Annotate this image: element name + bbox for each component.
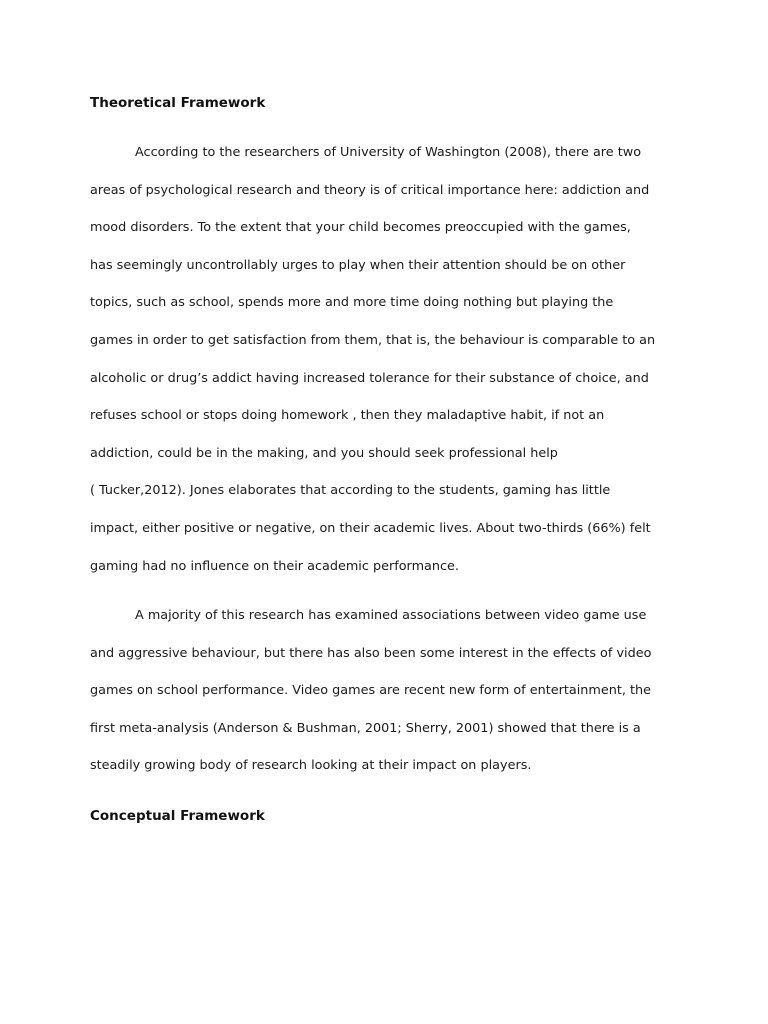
paragraph-line: games on school performance. Video games are recent new form of entertainment, the [90,683,652,699]
paragraph-line: has seemingly uncontrollably urges to play when their attention should be on other [90,257,626,273]
paragraph-theoretical-2 [90,606,690,794]
paragraph-line: refuses school or stops doing homework , then they maladaptive habit, if not an [90,408,605,424]
paragraph-line: gaming had no influence on their academic performance. [90,558,459,574]
paragraph-line: steadily growing body of research looking at their impact on players. [90,758,532,774]
paragraph-line: topics, such as school, spends more and more time doing nothing but playing the [90,295,614,311]
paragraph-line: According to the researchers of University of Washington (2008), there are two [135,145,642,160]
paragraph-line: games in order to get satisfaction from them, that is, the behaviour is comparable to an [90,332,656,348]
paragraph-line: mood disorders. To the extent that your child becomes preoccupied with the games, [90,220,631,236]
paragraph-line: ( Tucker,2012). Jones elaborates that according to the students, gaming has little [90,483,611,499]
paragraph-line: A majority of this research has examined associations between video game use [135,608,647,623]
paragraph-line: alcoholic or drug’s addict having increased tolerance for their substance of choice, and [90,370,649,386]
paragraph-line: areas of psychological research and theory is of critical importance here: addiction and [90,182,650,198]
paragraph-line: and aggressive behaviour, but there has also been some interest in the effects of video [90,645,652,661]
heading-conceptual-framework: Conceptual Framework [90,808,265,824]
heading-theoretical-framework: Theoretical Framework [90,95,266,111]
paragraph-line: first meta-analysis (Anderson & Bushman, 2001; Sherry, 2001) showed that there is a [90,720,641,736]
paragraph-theoretical-1 [90,143,690,594]
paragraph-line: impact, either positive or negative, on their academic lives. About two-thirds (66%) felt [90,520,651,536]
paragraph-line: addiction, could be in the making, and you should seek professional help [90,445,558,461]
